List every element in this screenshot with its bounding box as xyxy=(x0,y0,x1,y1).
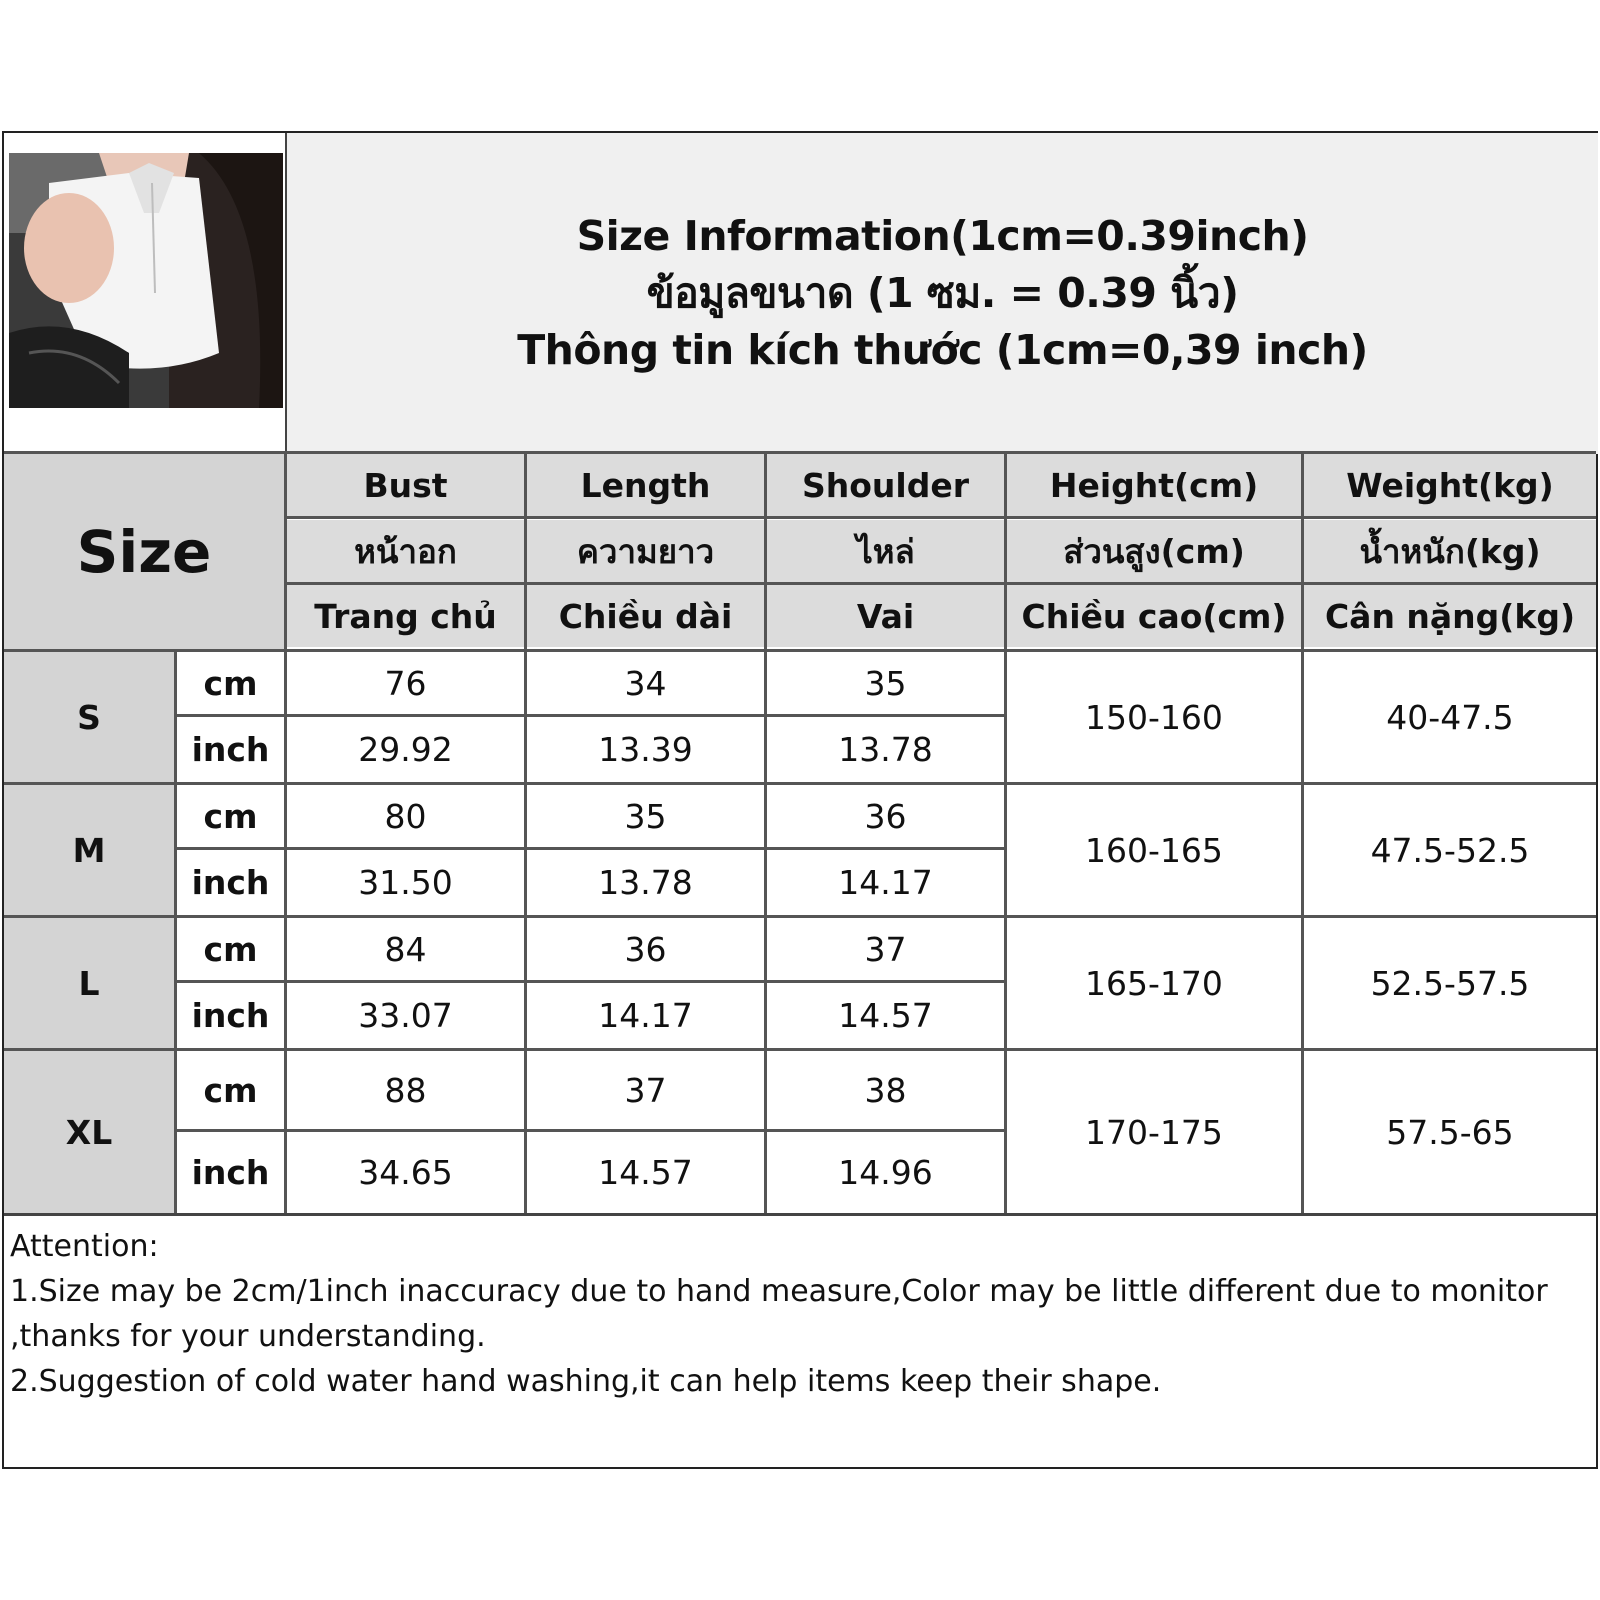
column-header-4-en: Weight(kg) xyxy=(1304,454,1596,516)
value-cm-1-0: 80 xyxy=(287,785,524,847)
column-header-3-th: ส่วนสูง(cm) xyxy=(1007,520,1301,582)
unit-unit_in-3: inch xyxy=(177,1132,284,1213)
value-inch-1-2: 14.17 xyxy=(767,850,1004,915)
size-label-3: XL xyxy=(4,1051,174,1213)
height-range-0: 150-160 xyxy=(1007,652,1301,782)
notes-heading: Attention: xyxy=(10,1229,159,1264)
value-cm-0-1: 34 xyxy=(527,652,764,714)
size-label-2: L xyxy=(4,918,174,1048)
column-header-1-vi: Chiều dài xyxy=(527,585,764,647)
value-cm-1-1: 35 xyxy=(527,785,764,847)
height-range-1: 160-165 xyxy=(1007,785,1301,915)
size-label-1: M xyxy=(4,785,174,915)
title-box xyxy=(287,133,1598,454)
title-thai: ข้อมูลขนาด (1 ซม. = 0.39 นิ้ว) xyxy=(646,269,1239,317)
unit-unit_cm-0: cm xyxy=(177,652,284,714)
column-header-4-vi: Cân nặng(kg) xyxy=(1304,585,1596,647)
unit-unit_in-1: inch xyxy=(177,850,284,915)
value-inch-2-2: 14.57 xyxy=(767,983,1004,1048)
size-label-0: S xyxy=(4,652,174,782)
weight-range-3: 57.5-65 xyxy=(1304,1051,1596,1213)
column-header-0-th: หน้าอก xyxy=(287,520,524,582)
unit-unit_in-0: inch xyxy=(177,717,284,782)
value-cm-2-0: 84 xyxy=(287,918,524,980)
attention-notes xyxy=(4,1213,1596,1467)
unit-unit_cm-1: cm xyxy=(177,785,284,847)
size-chart-sheet xyxy=(2,131,1598,1469)
size-header: Size xyxy=(4,454,284,649)
size-table xyxy=(4,454,1596,1213)
column-header-1-en: Length xyxy=(527,454,764,516)
unit-unit_in-2: inch xyxy=(177,983,284,1048)
column-header-2-th: ไหล่ xyxy=(767,520,1004,582)
notes-line-3: 2.Suggestion of cold water hand washing,it can help items keep their shape. xyxy=(10,1364,1162,1399)
value-cm-3-2: 38 xyxy=(767,1051,1004,1129)
column-header-3-en: Height(cm) xyxy=(1007,454,1301,516)
value-cm-0-0: 76 xyxy=(287,652,524,714)
value-inch-2-0: 33.07 xyxy=(287,983,524,1048)
notes-line-1: 1.Size may be 2cm/1inch inaccuracy due to hand measure,Color may be little different due to monitor xyxy=(10,1274,1548,1309)
column-header-2-vi: Vai xyxy=(767,585,1004,647)
product-photo-frame xyxy=(4,133,287,454)
value-inch-3-0: 34.65 xyxy=(287,1132,524,1213)
value-inch-3-1: 14.57 xyxy=(527,1132,764,1213)
column-header-0-en: Bust xyxy=(287,454,524,516)
value-cm-2-1: 36 xyxy=(527,918,764,980)
height-range-3: 170-175 xyxy=(1007,1051,1301,1213)
model-illustration xyxy=(9,153,283,408)
value-cm-2-2: 37 xyxy=(767,918,1004,980)
title-english: Size Information(1cm=0.39inch) xyxy=(576,212,1309,260)
value-inch-2-1: 14.17 xyxy=(527,983,764,1048)
value-cm-0-2: 35 xyxy=(767,652,1004,714)
notes-line-2: ,thanks for your understanding. xyxy=(10,1319,486,1354)
product-photo xyxy=(9,153,283,408)
value-inch-1-1: 13.78 xyxy=(527,850,764,915)
weight-range-2: 52.5-57.5 xyxy=(1304,918,1596,1048)
value-cm-3-1: 37 xyxy=(527,1051,764,1129)
column-header-4-th: น้ำหนัก(kg) xyxy=(1304,520,1596,582)
value-inch-0-2: 13.78 xyxy=(767,717,1004,782)
value-cm-3-0: 88 xyxy=(287,1051,524,1129)
unit-unit_cm-2: cm xyxy=(177,918,284,980)
value-cm-1-2: 36 xyxy=(767,785,1004,847)
column-header-3-vi: Chiều cao(cm) xyxy=(1007,585,1301,647)
unit-unit_cm-3: cm xyxy=(177,1051,284,1129)
column-header-0-vi: Trang chủ xyxy=(287,585,524,647)
value-inch-0-1: 13.39 xyxy=(527,717,764,782)
column-header-2-en: Shoulder xyxy=(767,454,1004,516)
value-inch-1-0: 31.50 xyxy=(287,850,524,915)
column-header-1-th: ความยาว xyxy=(527,520,764,582)
height-range-2: 165-170 xyxy=(1007,918,1301,1048)
weight-range-1: 47.5-52.5 xyxy=(1304,785,1596,915)
title-vietnamese: Thông tin kích thước (1cm=0,39 inch) xyxy=(517,326,1368,374)
value-inch-0-0: 29.92 xyxy=(287,717,524,782)
weight-range-0: 40-47.5 xyxy=(1304,652,1596,782)
value-inch-3-2: 14.96 xyxy=(767,1132,1004,1213)
